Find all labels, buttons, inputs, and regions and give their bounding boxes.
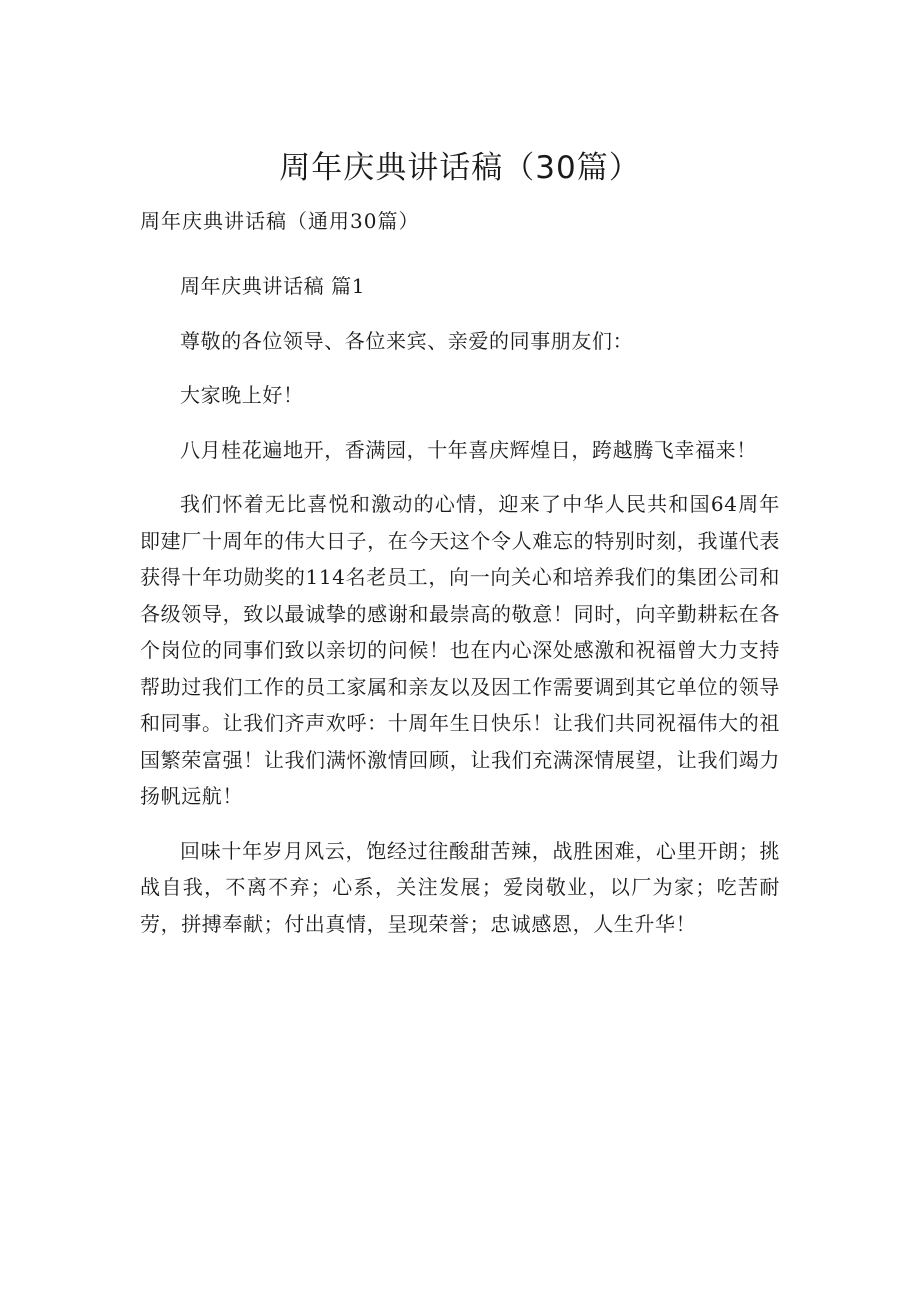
document-title: 周年庆典讲话稿（30篇） — [279, 150, 641, 186]
document-subtitle: 周年庆典讲话稿（通用30篇） — [140, 209, 420, 233]
body-paragraph: 我们怀着无比喜悦和激动的心情，迎来了中华人民共和国64周年即建厂十周年的伟大日子，在今天这个令人难忘的特别时刻，我谨代表获得十年功勋奖的114名老员工，向一向关心和培养我们的集团公司和各级领导，致以最诚挚的感谢和最崇高的敬意！同时，向辛勤耕耘在各个岗位的同事们致以亲切的问候！也在内心深处感激和祝福曾大力支持帮助过我们工作的员工家属和亲友以及因工作需要调到其它单位的领导和同事。让我们齐声欢呼：十周年生日快乐！让我们共同祝福伟大的祖国繁荣富强！让我们满怀激情回顾，让我们充满深情展望，让我们竭力扬帆远航！ — [140, 492, 780, 808]
salutation: 尊敬的各位领导、各位来宾、亲爱的同事朋友们： — [180, 328, 634, 353]
opening-verse: 八月桂花遍地开，香满园，十年喜庆辉煌日，跨越腾飞幸福来！ — [180, 437, 757, 462]
section-heading: 周年庆典讲话稿 篇1 — [180, 274, 366, 298]
greeting: 大家晚上好！ — [180, 383, 304, 407]
body-paragraph: 回味十年岁月风云，饱经过往酸甜苦辣，战胜困难，心里开朗；挑战自我，不离不弃；心系，关注发展；爱岗敬业，以厂为家；吃苦耐劳，拼搏奉献；付出真情，呈现荣誉；忠诚感恩，人生升华！ — [140, 838, 780, 936]
document-body — [140, 268, 780, 960]
